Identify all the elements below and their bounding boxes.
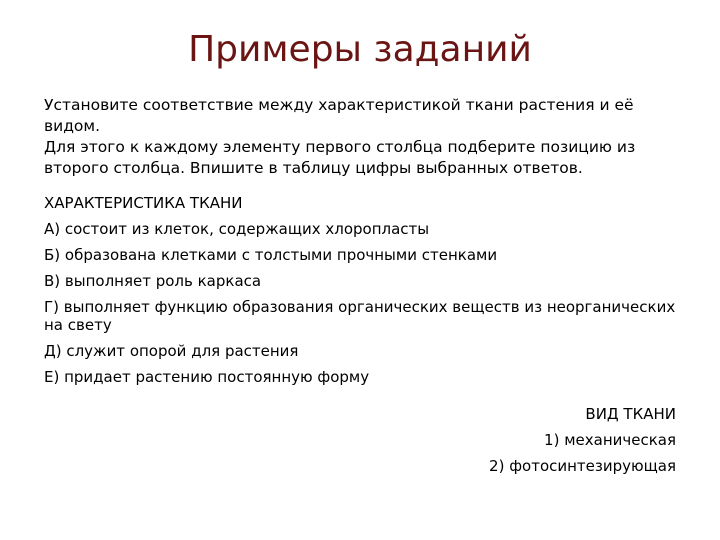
characteristic-item: В) выполняет роль каркаса: [44, 272, 262, 290]
tissue-type-item: 2) фотосинтезирующая: [489, 457, 676, 475]
characteristics-list: [44, 220, 684, 394]
characteristic-item: Б) образована клетками с толстыми прочными стенками: [44, 246, 498, 264]
tissue-types-heading: ВИД ТКАНИ: [585, 405, 676, 423]
characteristic-item: Г) выполняет функцию образования органических веществ из неорганических на свету: [44, 298, 676, 334]
tissue-type-item: 1) механическая: [544, 431, 676, 449]
characteristic-item: Д) служит опорой для растения: [44, 342, 299, 360]
characteristics-heading: ХАРАКТЕРИСТИКА ТКАНИ: [44, 194, 243, 212]
tissue-types-block: [489, 401, 676, 479]
task-instructions: Установите соответствие между характеристикой ткани растения и её видом. Для этого к каждому элементу первого столбца подберите позицию из второго столбца. Впишите в таблицу цифры выбранных ответов.: [44, 96, 636, 177]
slide-title: Примеры заданий: [188, 29, 532, 70]
characteristic-item: А) состоит из клеток, содержащих хлоропласты: [44, 220, 430, 238]
characteristic-item: Е) придает растению постоянную форму: [44, 368, 370, 386]
